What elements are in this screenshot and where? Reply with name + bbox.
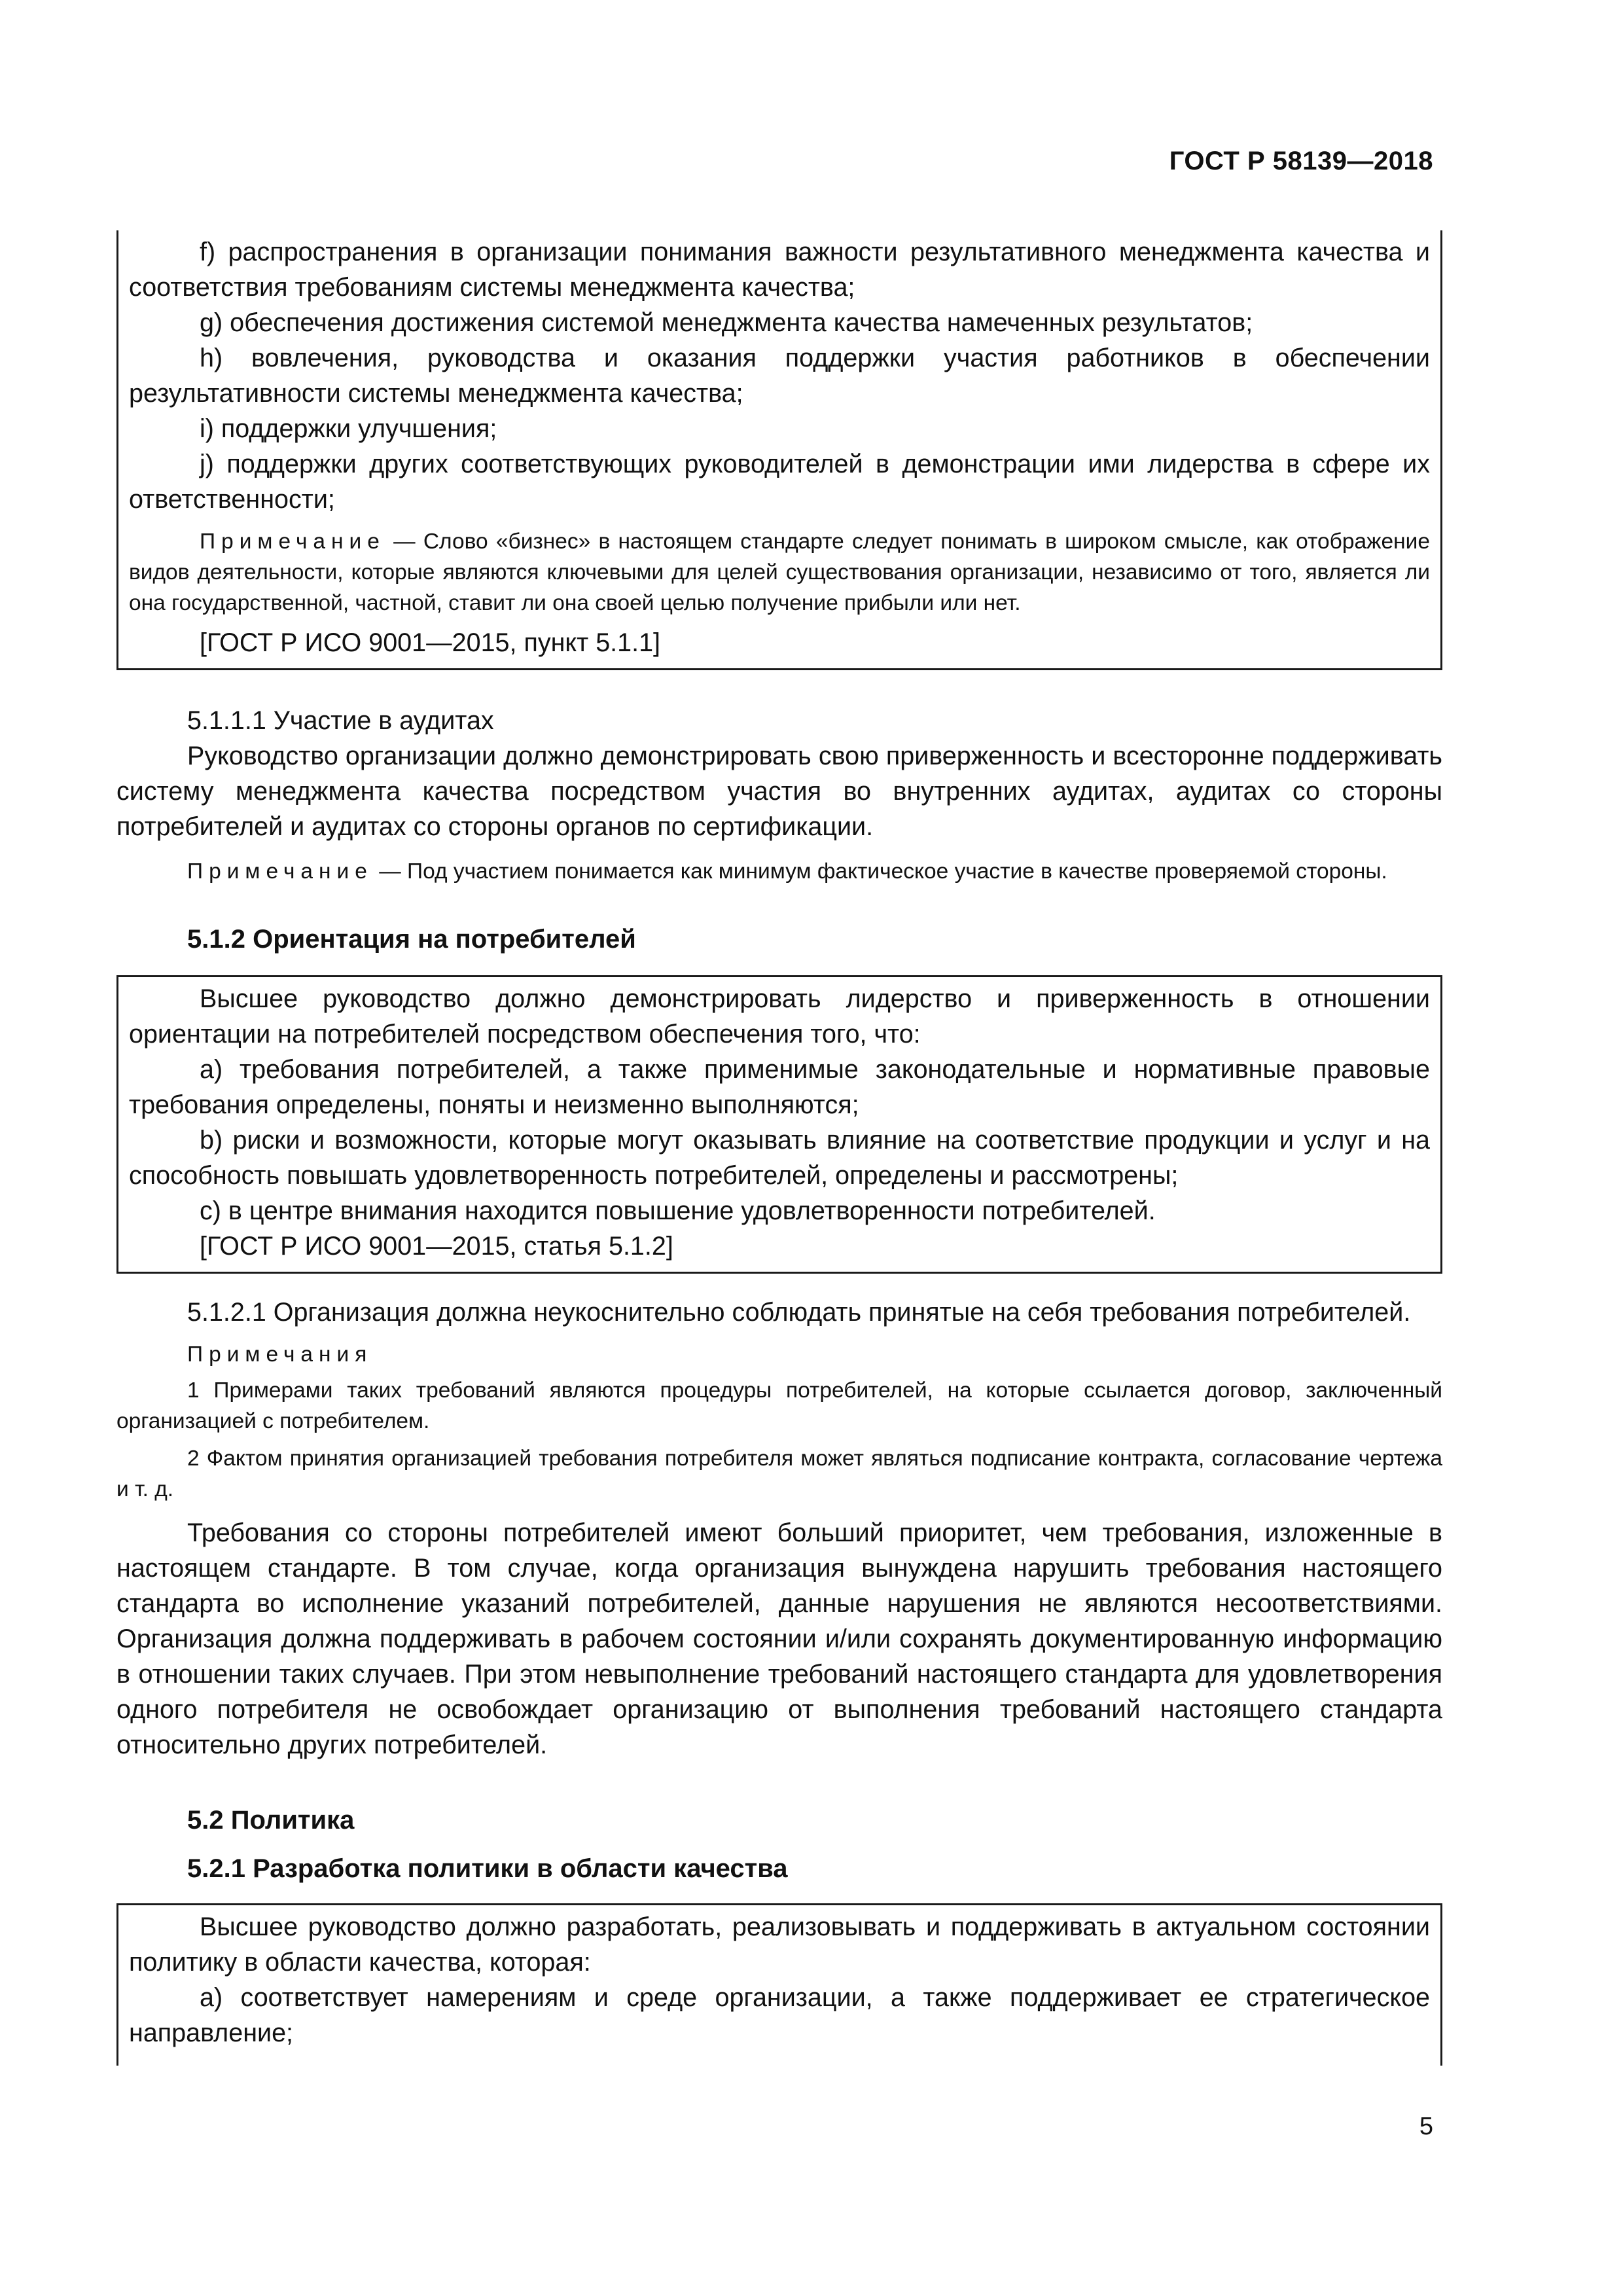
quoted-requirements-box-5-1-2 [116,975,1442,1274]
notes-label: Примечания [187,1342,373,1367]
note-label: Примечание [200,529,385,554]
section-5-1-2-1 [116,1295,1442,1763]
document-id-header: ГОСТ Р 58139—2018 [1169,147,1433,175]
subsection-heading: 5.2.1 Разработка политики в области качества [187,1854,788,1883]
list-item-c: c) в центре внимания находится повышение удовлетворенности потребителей. [200,1196,1156,1225]
list-item-f: f) распространения в организации понимания важности результативного менеджмента качества и соответствия требованиям системы менеджмента качества; [129,238,1430,302]
note-1: 1 Примерами таких требований являются процедуры потребителей, на которые ссылается договор, заключенный организацией с потребителем. [116,1378,1442,1433]
list-item-i: i) поддержки улучшения; [200,414,497,443]
list-item-a: a) соответствует намерениям и среде организации, а также поддерживает ее стратегическое направление; [129,1983,1430,2047]
paragraph-priority: Требования со стороны потребителей имеют больший приоритет, чем требования, изложенные в настоящем стандарте. В том случае, когда организация вынуждена нарушить требования настоящего стандарта во исполнение указаний потребителей, данные нарушения не являются несоответствиями. Организация должна поддерживать в рабочем состоянии и/или сохранять документированную информацию в отношении таких случаев. При этом невыполнение требований настоящего стандарта для удовлетворения одного потребителя не освобождает организацию от выполнения требований настоящего стандарта относительно других потребителей. [116,1518,1442,1759]
section-heading: 5.1.2 Ориентация на потребителей [187,925,636,954]
list-item-a: a) требования потребителей, а также применимые законодательные и нормативные правовые требования определены, поняты и неизменно выполняются; [129,1055,1430,1119]
source-reference: [ГОСТ Р ИСО 9001—2015, пункт 5.1.1] [200,628,661,657]
note-business [129,526,1430,619]
note-text: — Под участием понимается как минимум фактическое участие в качестве проверяемой стороны. [372,859,1387,884]
source-reference: [ГОСТ Р ИСО 9001—2015, статья 5.1.2] [200,1232,673,1261]
page-number: 5 [1419,2113,1433,2140]
section-5-1-1-1 [116,703,1442,887]
note-participation [116,856,1442,887]
note-label: Примечание [187,859,373,884]
list-item-h: h) вовлечения, руководства и оказания поддержки участия работников в обеспечении результативности системы менеджмента качества; [129,344,1430,408]
box-intro: Высшее руководство должно демонстрировать лидерство и приверженность в отношении ориентации на потребителей посредством обеспечения того, что: [129,984,1430,1049]
section-title: 5.1.1.1 Участие в аудитах [187,706,494,735]
note-text: — Слово «бизнес» в настоящем стандарте следует понимать в широком смысле, как отображение видов деятельности, которые являются ключевыми для целей существования организации, независимо от того, является ли она государственной, частной, ставит ли она своей целью получение прибыли или нет. [129,529,1430,615]
section-5-1-2-heading-wrap [116,922,1442,957]
section-heading: 5.2 Политика [187,1806,355,1835]
list-item-j: j) поддержки других соответствующих руководителей в демонстрации ими лидерства в сфере их ответственности; [129,450,1430,514]
list-item-g: g) обеспечения достижения системой менеджмента качества намеченных результатов; [200,308,1253,337]
quoted-requirements-box-5-1-1 [116,230,1442,670]
quoted-requirements-box-5-2-1 [116,1903,1442,2066]
section-text: Руководство организации должно демонстрировать свою приверженность и всесторонне поддерживать систему менеджмента качества посредством участия во внутренних аудитах, аудитах со стороны потребителей и аудитах со стороны органов по сертификации. [116,742,1442,841]
box-intro: Высшее руководство должно разработать, реализовывать и поддерживать в актуальном состоянии политику в области качества, которая: [129,1912,1430,1977]
list-item-b: b) риски и возможности, которые могут оказывать влияние на соответствие продукции и услуг и на способность повышать удовлетворенность потребителей, определены и рассмотрены; [129,1126,1430,1190]
section-5-2-headings [116,1803,1442,1886]
note-2: 2 Фактом принятия организацией требования потребителя может являться подписание контракта, согласование чертежа и т. д. [116,1446,1442,1501]
section-text: 5.1.2.1 Организация должна неукоснительно соблюдать принятые на себя требования потребителей. [187,1298,1411,1327]
